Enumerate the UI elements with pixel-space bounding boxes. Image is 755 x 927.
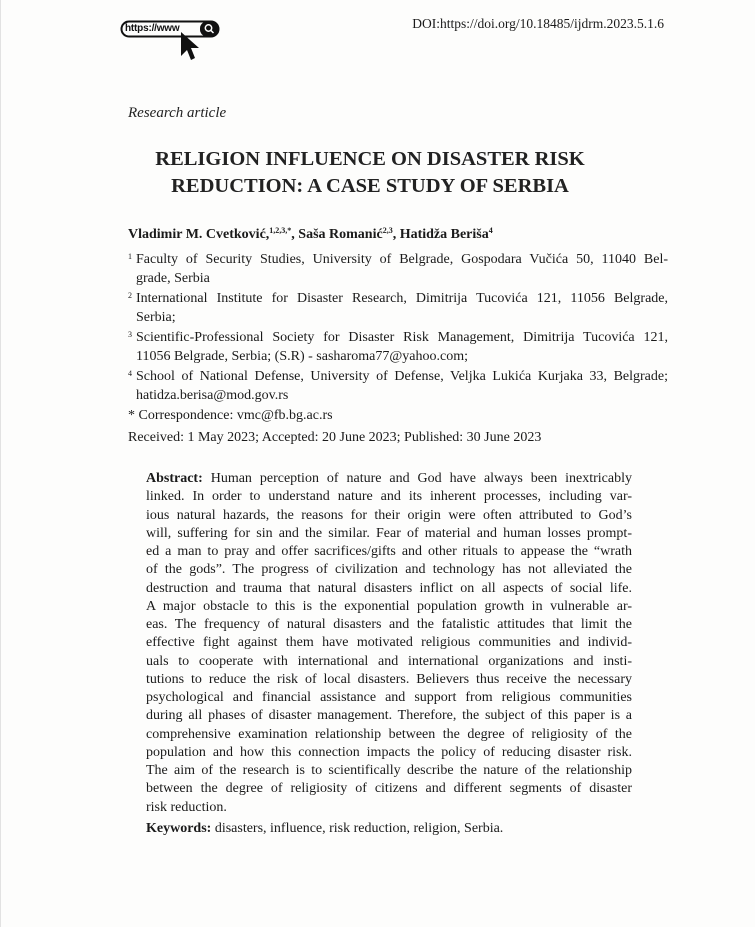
abstract-line: linked. In order to understand nature and its inherent processes, including var- bbox=[146, 489, 632, 505]
author-list bbox=[128, 226, 493, 243]
affiliation-number: 3 bbox=[128, 330, 132, 339]
correspondence-email: * Correspondence: vmc@fb.bg.ac.rs bbox=[128, 408, 333, 423]
affiliation-item bbox=[128, 367, 668, 405]
abstract-line: between the degree of religiosity of citizens and different segments of disaster bbox=[146, 781, 632, 797]
abstract-line: population and how this connection impacts the policy of reducing disaster risk. bbox=[146, 744, 632, 760]
abstract-line: uals to cooperate with international and international organizations and insti- bbox=[146, 653, 632, 669]
paper-title bbox=[128, 146, 612, 200]
publication-dates: Received: 1 May 2023; Accepted: 20 June 2023; Published: 30 June 2023 bbox=[128, 430, 542, 445]
affiliation-line: hatidza.berisa@mod.gov.rs bbox=[136, 388, 289, 403]
abstract bbox=[146, 470, 632, 817]
author-affiliation-marks: 4 bbox=[488, 226, 493, 235]
affiliation-line: International Institute for Disaster Research, Dimitrija Tucovića 121, 11056 Belgrade, bbox=[136, 291, 668, 306]
abstract-line: during all phases of disaster management. Therefore, the subject of this paper is a bbox=[146, 708, 632, 724]
affiliation-line: Serbia; bbox=[136, 310, 176, 325]
affiliation-item bbox=[128, 250, 668, 288]
title-line: REDUCTION: A CASE STUDY OF SERBIA bbox=[171, 175, 569, 197]
affiliation-line: Faculty of Security Studies, University of Belgrade, Gospodara Vučića 50, 11040 Bel- bbox=[136, 252, 668, 267]
keywords-text: disasters, influence, risk reduction, religion, Serbia. bbox=[211, 821, 504, 836]
abstract-line: risk reduction. bbox=[146, 799, 227, 815]
abstract-line: destruction and trauma that natural disasters inflict on all aspects of social life. bbox=[146, 580, 632, 596]
affiliation-line: Scientific-Professional Society for Disaster Risk Management, Dimitrija Tucovića 121, bbox=[136, 330, 668, 345]
abstract-line: The aim of the research is to scientifically describe the nature of the relationship bbox=[146, 763, 632, 778]
abstract-line: eas. The frequency of natural disasters and the fatalistic attitudes that limit the bbox=[146, 617, 632, 632]
affiliation-list bbox=[128, 250, 668, 406]
keywords bbox=[146, 821, 503, 837]
abstract-line: effective fight against them have motivated religious communities and individ- bbox=[146, 635, 632, 651]
doi-link[interactable]: DOI:https://doi.org/10.18485/ijdrm.2023.5.1.6 bbox=[412, 16, 664, 31]
abstract-line: will, suffering for sin and the similar. Fear of material and human losses prompt- bbox=[146, 525, 632, 541]
abstract-label: Abstract: bbox=[146, 471, 203, 486]
author-affiliation-marks: 1,2,3,* bbox=[269, 226, 292, 235]
author-name: , Saša Romanić bbox=[291, 227, 383, 242]
abstract-line: ious natural hazards, the reasons for their origin were often attributed to God’s bbox=[146, 507, 632, 523]
abstract-text: Human perception of nature and God have always been inextricably bbox=[210, 471, 632, 486]
author-affiliation-marks: 2,3 bbox=[382, 226, 393, 235]
affiliation-line: 11056 Belgrade, Serbia; (S.R) - sasharoma77@yahoo.com; bbox=[136, 349, 468, 364]
abstract-line: A major obstacle to this is the exponential population growth in vulnerable ar- bbox=[146, 598, 632, 614]
keywords-label: Keywords: bbox=[146, 821, 212, 836]
abstract-line: ed a man to pray and offer sacrifices/gifts and other rituals to appease the “wrath bbox=[146, 544, 632, 559]
affiliation-item bbox=[128, 289, 668, 327]
affiliation-number: 1 bbox=[128, 252, 132, 261]
affiliation-number: 2 bbox=[128, 291, 132, 300]
abstract-line: comprehensive examination relationship between the degree of religiosity of the bbox=[146, 726, 632, 742]
abstract-body bbox=[146, 488, 632, 817]
journal-logo bbox=[120, 18, 224, 64]
affiliation-line: School of National Defense, University of Defense, Veljka Lukića Kurjaka 33, Belgrade; bbox=[136, 369, 668, 384]
author-name: , Hatidža Beriša bbox=[392, 227, 489, 242]
logo-text: https://www bbox=[125, 23, 180, 34]
affiliation-number: 4 bbox=[128, 369, 132, 378]
abstract-line: tutions to reduce the risk of local disasters. Believers thus receive the necessary bbox=[146, 671, 632, 687]
title-line: RELIGION INFLUENCE ON DISASTER RISK bbox=[155, 148, 585, 170]
article-type: Research article bbox=[128, 105, 227, 121]
affiliation-item bbox=[128, 328, 668, 366]
abstract-line: of the gods”. The progress of civilization and technology has not alleviated the bbox=[146, 562, 632, 578]
abstract-first-line bbox=[146, 470, 632, 488]
affiliation-line: grade, Serbia bbox=[136, 271, 210, 286]
author-name: Vladimir M. Cvetković, bbox=[128, 227, 270, 242]
abstract-line: psychological and financial assistance and support from religious communities bbox=[146, 690, 632, 705]
